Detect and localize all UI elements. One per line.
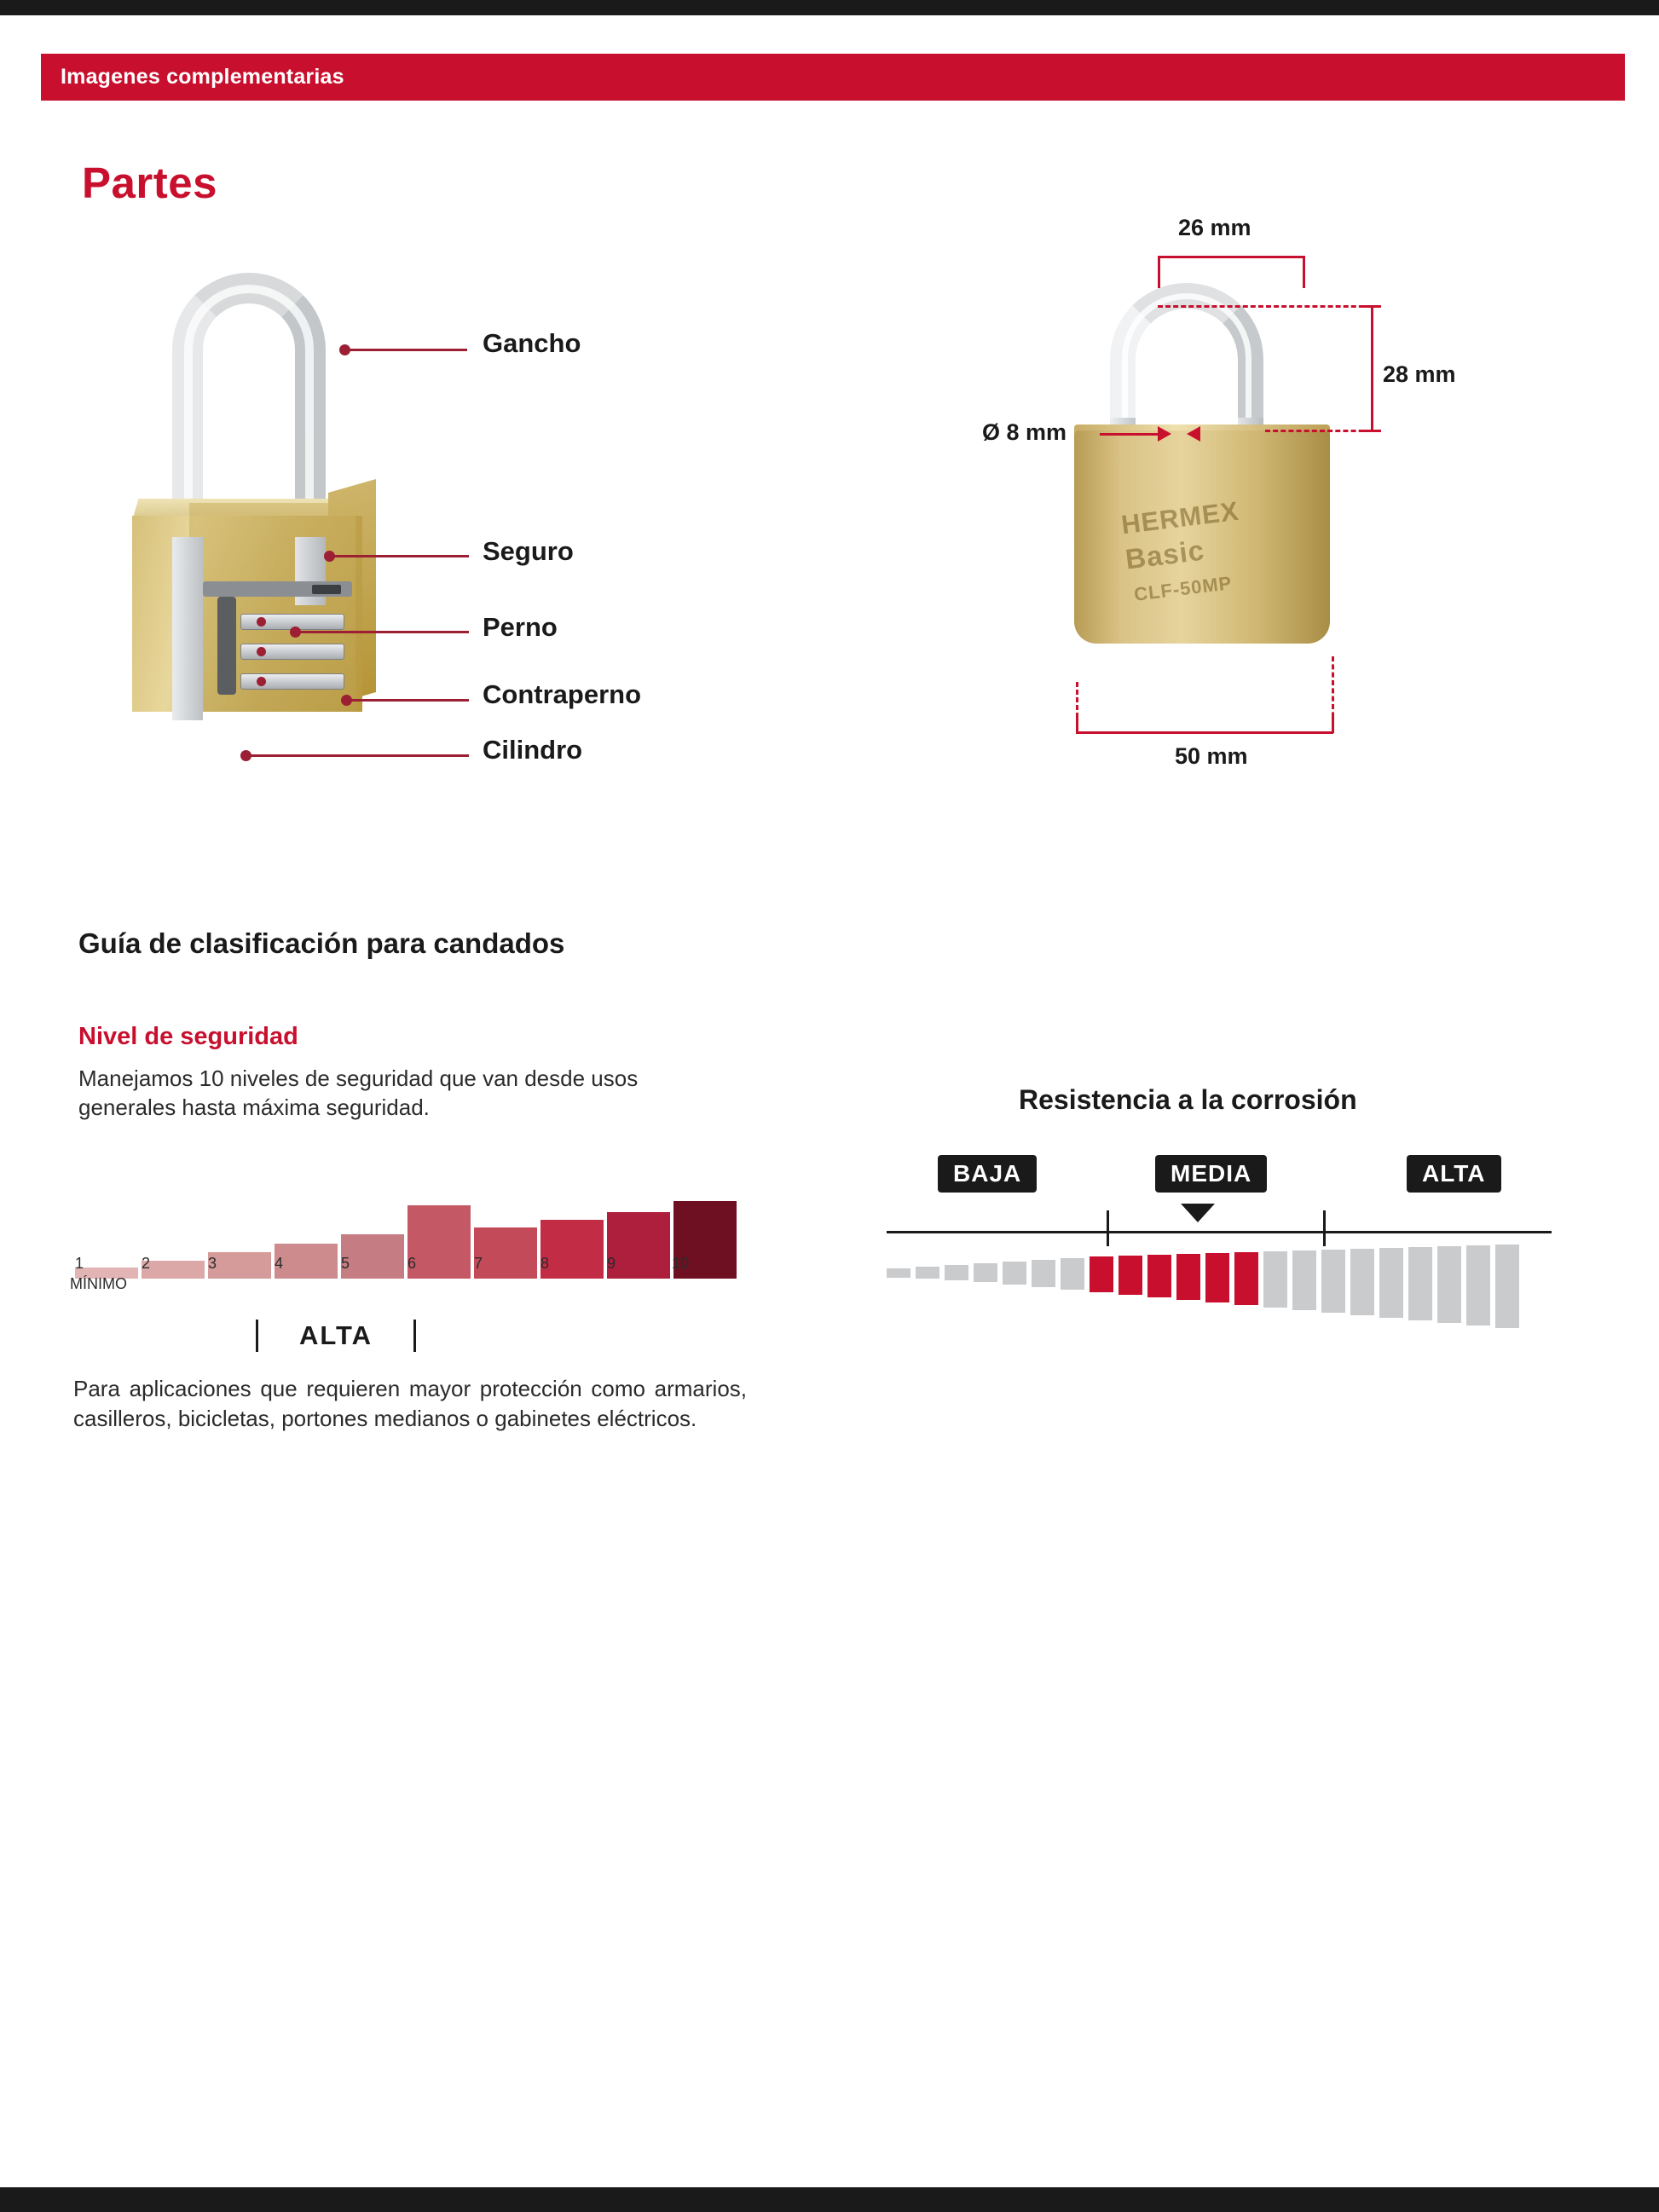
bolt-shaft <box>217 597 236 695</box>
dim-line-26mm <box>1158 256 1304 258</box>
corrosion-segment <box>945 1265 968 1280</box>
dim-tick-left-26mm <box>1158 256 1160 288</box>
corrosion-section-title: Resistencia a la corrosión <box>1019 1084 1357 1115</box>
corrosion-segment <box>1032 1260 1055 1287</box>
level-tick-8: 8 <box>540 1255 550 1272</box>
corrosion-segment <box>1003 1262 1026 1285</box>
dim-guide-top-28mm <box>1158 305 1379 308</box>
corrosion-badge-alta: ALTA <box>1407 1155 1501 1193</box>
dim-line-diameter-left <box>1100 433 1159 436</box>
corrosion-segment <box>1090 1256 1113 1292</box>
level-tick-1: 1 <box>75 1255 84 1272</box>
corrosion-segment <box>1321 1250 1345 1313</box>
shackle-highlight <box>1122 293 1251 445</box>
callout-line-contraperno <box>350 699 469 702</box>
dim-tick-bottom-28mm <box>1362 430 1381 432</box>
corrosion-segment <box>916 1267 939 1279</box>
guide-section-title: Guía de clasificación para candados <box>78 927 565 959</box>
top-black-band <box>0 0 1659 15</box>
corrosion-segment <box>1292 1250 1316 1310</box>
callout-line-perno <box>298 631 469 633</box>
shackle-left-leg <box>172 537 203 720</box>
dim-line-50mm <box>1076 731 1333 734</box>
level-tick-7: 7 <box>474 1255 483 1272</box>
dim-arrow-diameter-right <box>1158 426 1171 442</box>
alta-label: ALTA <box>299 1320 373 1350</box>
bottom-black-band <box>0 2187 1659 2212</box>
corrosion-segment <box>1495 1245 1519 1328</box>
corrosion-segment <box>1379 1248 1403 1318</box>
corrosion-segment <box>1408 1247 1432 1320</box>
corrosion-segment <box>1061 1258 1084 1290</box>
corrosion-badge-media: MEDIA <box>1155 1155 1267 1193</box>
callout-line-seguro <box>332 555 469 557</box>
dim-line-28mm <box>1371 305 1373 431</box>
security-level-description: Manejamos 10 niveles de seguridad que van desde usos generales hasta máxima seguridad. <box>78 1066 639 1121</box>
corrosion-segment <box>1176 1254 1200 1300</box>
level-tick-5: 5 <box>341 1255 350 1272</box>
brand-mark: HERMEX <box>1119 495 1241 540</box>
dim-label-diameter: Ø 8 mm <box>982 419 1067 445</box>
corrosion-segment <box>887 1268 910 1278</box>
level-tick-10: 10 <box>672 1255 690 1272</box>
dim-label-26mm: 26 mm <box>1178 215 1251 240</box>
level-minimum-label: MÍNIMO <box>70 1275 127 1292</box>
corrosion-badge-baja: BAJA <box>938 1155 1037 1193</box>
callout-line-cilindro <box>249 754 469 757</box>
level-tick-2: 2 <box>142 1255 151 1272</box>
pin-dot <box>257 617 266 627</box>
corrosion-divider-2 <box>1323 1210 1326 1246</box>
alta-description: Para aplicaciones que requieren mayor protección como armarios, casilleros, bicicletas, portones medianos o gabinetes eléctricos. <box>73 1376 747 1432</box>
callout-line-gancho <box>348 349 467 351</box>
part-label-seguro: Seguro <box>483 536 574 566</box>
corrosion-segment <box>1350 1249 1374 1315</box>
product-line-mark: Basic <box>1124 534 1206 575</box>
dim-label-50mm: 50 mm <box>1175 743 1248 769</box>
section-header-bar <box>41 54 1625 101</box>
level-tick-4: 4 <box>275 1255 284 1272</box>
corrosion-badges <box>929 1155 1552 1196</box>
range-bracket-left <box>256 1320 258 1352</box>
corrosion-segment <box>1466 1245 1490 1325</box>
part-label-gancho: Gancho <box>483 328 581 358</box>
latch-slot <box>312 585 341 594</box>
corrosion-segment <box>1234 1252 1258 1305</box>
dim-tick-left-50mm <box>1076 714 1078 733</box>
pin-dot <box>257 677 266 686</box>
part-label-contraperno: Contraperno <box>483 679 641 709</box>
padlock-dimension-illustration <box>972 205 1517 784</box>
corrosion-segment <box>1119 1256 1142 1295</box>
security-level-title: Nivel de seguridad <box>78 1023 298 1050</box>
dim-label-28mm: 28 mm <box>1383 361 1456 387</box>
dim-arrow-diameter-left <box>1187 426 1200 442</box>
range-bracket-right <box>413 1320 416 1352</box>
dim-tick-right-50mm <box>1332 714 1334 733</box>
pin-dot <box>257 647 266 656</box>
level-tick-6: 6 <box>408 1255 417 1272</box>
pin-row-2 <box>240 644 344 660</box>
corrosion-level-chart <box>887 1245 1560 1330</box>
model-mark: CLF-50MP <box>1132 572 1234 605</box>
corrosion-segment <box>974 1263 997 1282</box>
header-title: Imagenes complementarias <box>61 65 344 89</box>
part-label-perno: Perno <box>483 612 558 642</box>
corrosion-segment <box>1263 1251 1287 1308</box>
dim-tick-right-26mm <box>1303 256 1305 288</box>
level-tick-9: 9 <box>607 1255 616 1272</box>
corrosion-selected-caret <box>1181 1204 1215 1222</box>
page-title: Partes <box>82 159 217 207</box>
padlock-cutaway-illustration <box>111 256 469 801</box>
part-label-cilindro: Cilindro <box>483 735 583 765</box>
corrosion-divider-1 <box>1107 1210 1109 1246</box>
corrosion-segment <box>1437 1246 1461 1323</box>
alta-range-indicator <box>256 1320 416 1352</box>
corrosion-segment <box>1147 1255 1171 1297</box>
pin-row-3 <box>240 673 344 690</box>
security-level-axis <box>75 1255 749 1275</box>
level-tick-3: 3 <box>208 1255 217 1272</box>
dim-tick-top-28mm <box>1362 305 1381 308</box>
corrosion-axis-line <box>887 1231 1552 1233</box>
corrosion-segment <box>1205 1253 1229 1302</box>
